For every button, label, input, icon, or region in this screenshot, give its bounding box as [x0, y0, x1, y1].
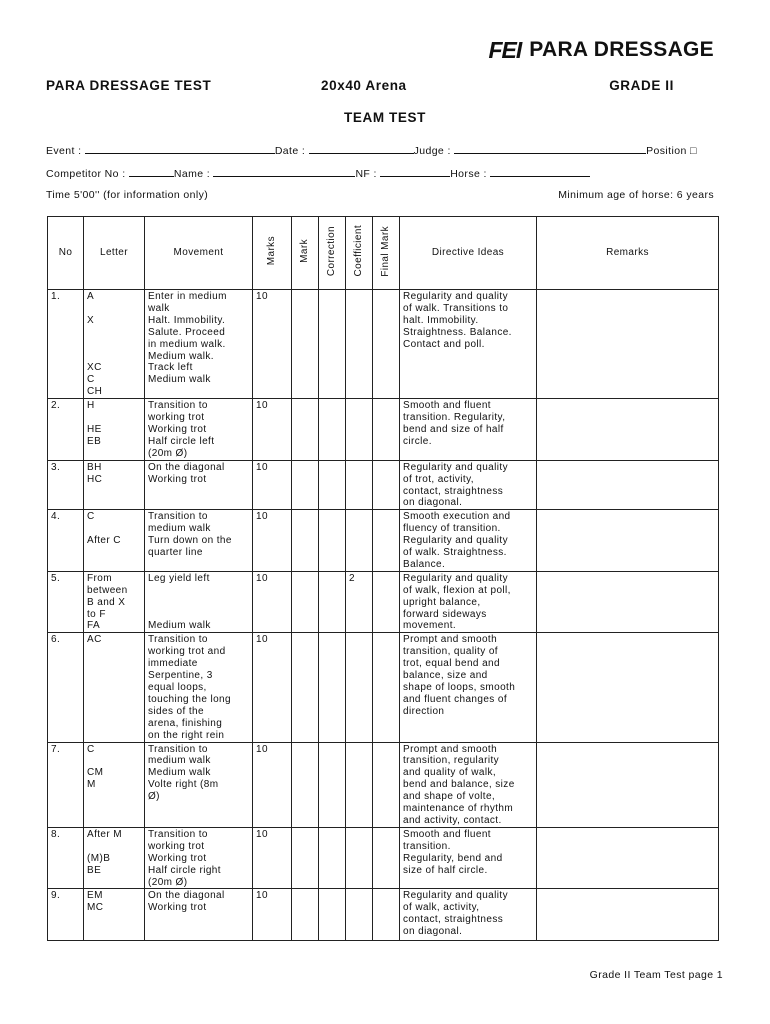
header-no: No [48, 217, 84, 290]
header-coefficient-label: Coefficient [353, 225, 365, 277]
header-mark-label: Mark [299, 239, 311, 263]
header-correction-label: Correction [326, 225, 338, 277]
event-label: Event : [46, 145, 82, 157]
row-directive-ideas: Regularity and quality of walk, flexion at poll, upright balance, forward sideways movement. [400, 571, 537, 633]
row-mark-cell[interactable] [292, 290, 319, 399]
name-label: Name : [173, 168, 211, 180]
row-movement: Transition to medium walk Turn down on the quarter line [145, 510, 253, 572]
competitor-no-label: Competitor No : [46, 168, 126, 180]
row-marks: 10 [253, 460, 292, 510]
header-marks [253, 217, 292, 290]
row-no: 8. [48, 827, 84, 889]
row-coefficient [346, 510, 373, 572]
judge-field[interactable] [454, 142, 646, 154]
row-marks: 10 [253, 399, 292, 461]
row-mark-cell[interactable] [292, 889, 319, 941]
row-correction-cell[interactable] [319, 571, 346, 633]
row-no: 1. [48, 290, 84, 399]
page-footer: Grade II Team Test page 1 [589, 969, 723, 981]
date-label: Date : [274, 145, 306, 157]
table-row [48, 460, 719, 510]
header-directive-ideas: Directive Ideas [400, 217, 537, 290]
row-final-mark-cell[interactable] [373, 460, 400, 510]
row-coefficient [346, 290, 373, 399]
row-final-mark-cell[interactable] [373, 399, 400, 461]
competitor-no-field[interactable] [129, 165, 174, 177]
nf-label: NF : [355, 168, 377, 180]
test-table [47, 216, 719, 941]
event-field[interactable] [85, 142, 275, 154]
row-no: 4. [48, 510, 84, 572]
row-correction-cell[interactable] [319, 742, 346, 827]
row-no: 7. [48, 742, 84, 827]
row-directive-ideas: Smooth and fluent transition. Regularity, bend and size of half circle. [400, 827, 537, 889]
row-correction-cell[interactable] [319, 827, 346, 889]
time-info: Time 5'00'' (for information only) [46, 189, 209, 201]
row-correction-cell[interactable] [319, 460, 346, 510]
row-remarks-cell[interactable] [537, 742, 719, 827]
row-no: 2. [48, 399, 84, 461]
row-final-mark-cell[interactable] [373, 510, 400, 572]
row-mark-cell[interactable] [292, 460, 319, 510]
row-letter: A X XC C CH [84, 290, 145, 399]
header-letter: Letter [84, 217, 145, 290]
row-correction-cell[interactable] [319, 399, 346, 461]
row-movement: Transition to working trot Working trot Half circle right (20m Ø) [145, 827, 253, 889]
row-coefficient [346, 460, 373, 510]
row-mark-cell[interactable] [292, 510, 319, 572]
row-coefficient [346, 889, 373, 941]
row-directive-ideas: Smooth and fluent transition. Regularity, bend and size of half circle. [400, 399, 537, 461]
arena-size: 20x40 Arena [321, 78, 407, 93]
date-field[interactable] [309, 142, 414, 154]
table-row [48, 633, 719, 742]
row-final-mark-cell[interactable] [373, 633, 400, 742]
table-row [48, 889, 719, 941]
row-directive-ideas: Prompt and smooth transition, regularity and quality of walk, bend and balance, size and shape of volte, maintenance of rhythm and activity, contact. [400, 742, 537, 827]
row-final-mark-cell[interactable] [373, 742, 400, 827]
row-directive-ideas: Regularity and quality of walk. Transitions to halt. Immobility. Straightness. Balance. Contact and poll. [400, 290, 537, 399]
row-directive-ideas: Regularity and quality of walk, activity, contact, straightness on diagonal. [400, 889, 537, 941]
row-remarks-cell[interactable] [537, 399, 719, 461]
row-directive-ideas: Regularity and quality of trot, activity, contact, straightness on diagonal. [400, 460, 537, 510]
table-row [48, 399, 719, 461]
row-remarks-cell[interactable] [537, 827, 719, 889]
minimum-age-info: Minimum age of horse: 6 years [558, 189, 714, 201]
row-no: 9. [48, 889, 84, 941]
row-letter: C CM M [84, 742, 145, 827]
judge-label: Judge : [413, 145, 451, 157]
row-correction-cell[interactable] [319, 889, 346, 941]
row-movement: On the diagonal Working trot [145, 460, 253, 510]
row-mark-cell[interactable] [292, 399, 319, 461]
row-marks: 10 [253, 742, 292, 827]
row-letter: EM MC [84, 889, 145, 941]
row-correction-cell[interactable] [319, 633, 346, 742]
row-mark-cell[interactable] [292, 827, 319, 889]
table-row [48, 510, 719, 572]
table-row [48, 742, 719, 827]
header-final-mark-label: Final Mark [380, 225, 392, 277]
row-letter: BH HC [84, 460, 145, 510]
row-letter: After M (M)B BE [84, 827, 145, 889]
row-remarks-cell[interactable] [537, 460, 719, 510]
table-row [48, 571, 719, 633]
row-final-mark-cell[interactable] [373, 827, 400, 889]
row-letter: H HE EB [84, 399, 145, 461]
nf-field[interactable] [380, 165, 450, 177]
row-no: 5. [48, 571, 84, 633]
row-remarks-cell[interactable] [537, 889, 719, 941]
fei-para-dressage-logo [488, 37, 714, 63]
row-mark-cell[interactable] [292, 742, 319, 827]
row-remarks-cell[interactable] [537, 571, 719, 633]
header-marks-label: Marks [266, 236, 278, 266]
row-no: 3. [48, 460, 84, 510]
logo-text: PARA DRESSAGE [529, 38, 714, 61]
position-label[interactable]: Position □ [646, 145, 697, 157]
row-letter: AC [84, 633, 145, 742]
row-coefficient [346, 399, 373, 461]
row-marks: 10 [253, 889, 292, 941]
row-coefficient [346, 633, 373, 742]
row-movement: Transition to working trot and immediate Serpentine, 3 equal loops, touching the long sides of the arena, finishing on the right rein [145, 633, 253, 742]
row-final-mark-cell[interactable] [373, 571, 400, 633]
row-correction-cell[interactable] [319, 290, 346, 399]
row-coefficient [346, 742, 373, 827]
grade-label: GRADE II [609, 78, 674, 93]
row-remarks-cell[interactable] [537, 510, 719, 572]
table-row [48, 290, 719, 399]
row-mark-cell[interactable] [292, 571, 319, 633]
row-remarks-cell[interactable] [537, 290, 719, 399]
row-mark-cell[interactable] [292, 633, 319, 742]
title-row [46, 78, 726, 96]
row-final-mark-cell[interactable] [373, 889, 400, 941]
row-movement: Leg yield left Medium walk [145, 571, 253, 633]
event-line [46, 142, 697, 157]
test-subtitle: TEAM TEST [344, 110, 426, 125]
header-correction [319, 217, 346, 290]
row-marks: 10 [253, 633, 292, 742]
row-letter: From between B and X to F FA [84, 571, 145, 633]
row-directive-ideas: Smooth execution and fluency of transition. Regularity and quality of walk. Straightness. Balance. [400, 510, 537, 572]
row-movement: Transition to medium walk Medium walk Volte right (8m Ø) [145, 742, 253, 827]
row-marks: 10 [253, 827, 292, 889]
row-marks: 10 [253, 571, 292, 633]
fei-logo-mark: FEI [488, 36, 522, 63]
header-remarks: Remarks [537, 217, 719, 290]
test-title: PARA DRESSAGE TEST [46, 78, 212, 93]
name-field[interactable] [213, 165, 355, 177]
horse-field[interactable] [490, 165, 590, 177]
row-directive-ideas: Prompt and smooth transition, quality of trot, equal bend and balance, size and shape of loops, smooth and fluent changes of direction [400, 633, 537, 742]
row-correction-cell[interactable] [319, 510, 346, 572]
header-movement: Movement [145, 217, 253, 290]
header-mark [292, 217, 319, 290]
table-header-row [48, 217, 719, 290]
row-final-mark-cell[interactable] [373, 290, 400, 399]
row-remarks-cell[interactable] [537, 633, 719, 742]
competitor-line [46, 165, 590, 180]
row-movement: Enter in medium walk Halt. Immobility. Salute. Proceed in medium walk. Medium walk. Track left Medium walk [145, 290, 253, 399]
row-marks: 10 [253, 510, 292, 572]
horse-label: Horse : [450, 168, 487, 180]
row-movement: Transition to working trot Working trot Half circle left (20m Ø) [145, 399, 253, 461]
table-row [48, 827, 719, 889]
row-marks: 10 [253, 290, 292, 399]
row-letter: C After C [84, 510, 145, 572]
header-final-mark [373, 217, 400, 290]
row-no: 6. [48, 633, 84, 742]
row-coefficient: 2 [346, 571, 373, 633]
row-movement: On the diagonal Working trot [145, 889, 253, 941]
row-coefficient [346, 827, 373, 889]
header-coefficient [346, 217, 373, 290]
